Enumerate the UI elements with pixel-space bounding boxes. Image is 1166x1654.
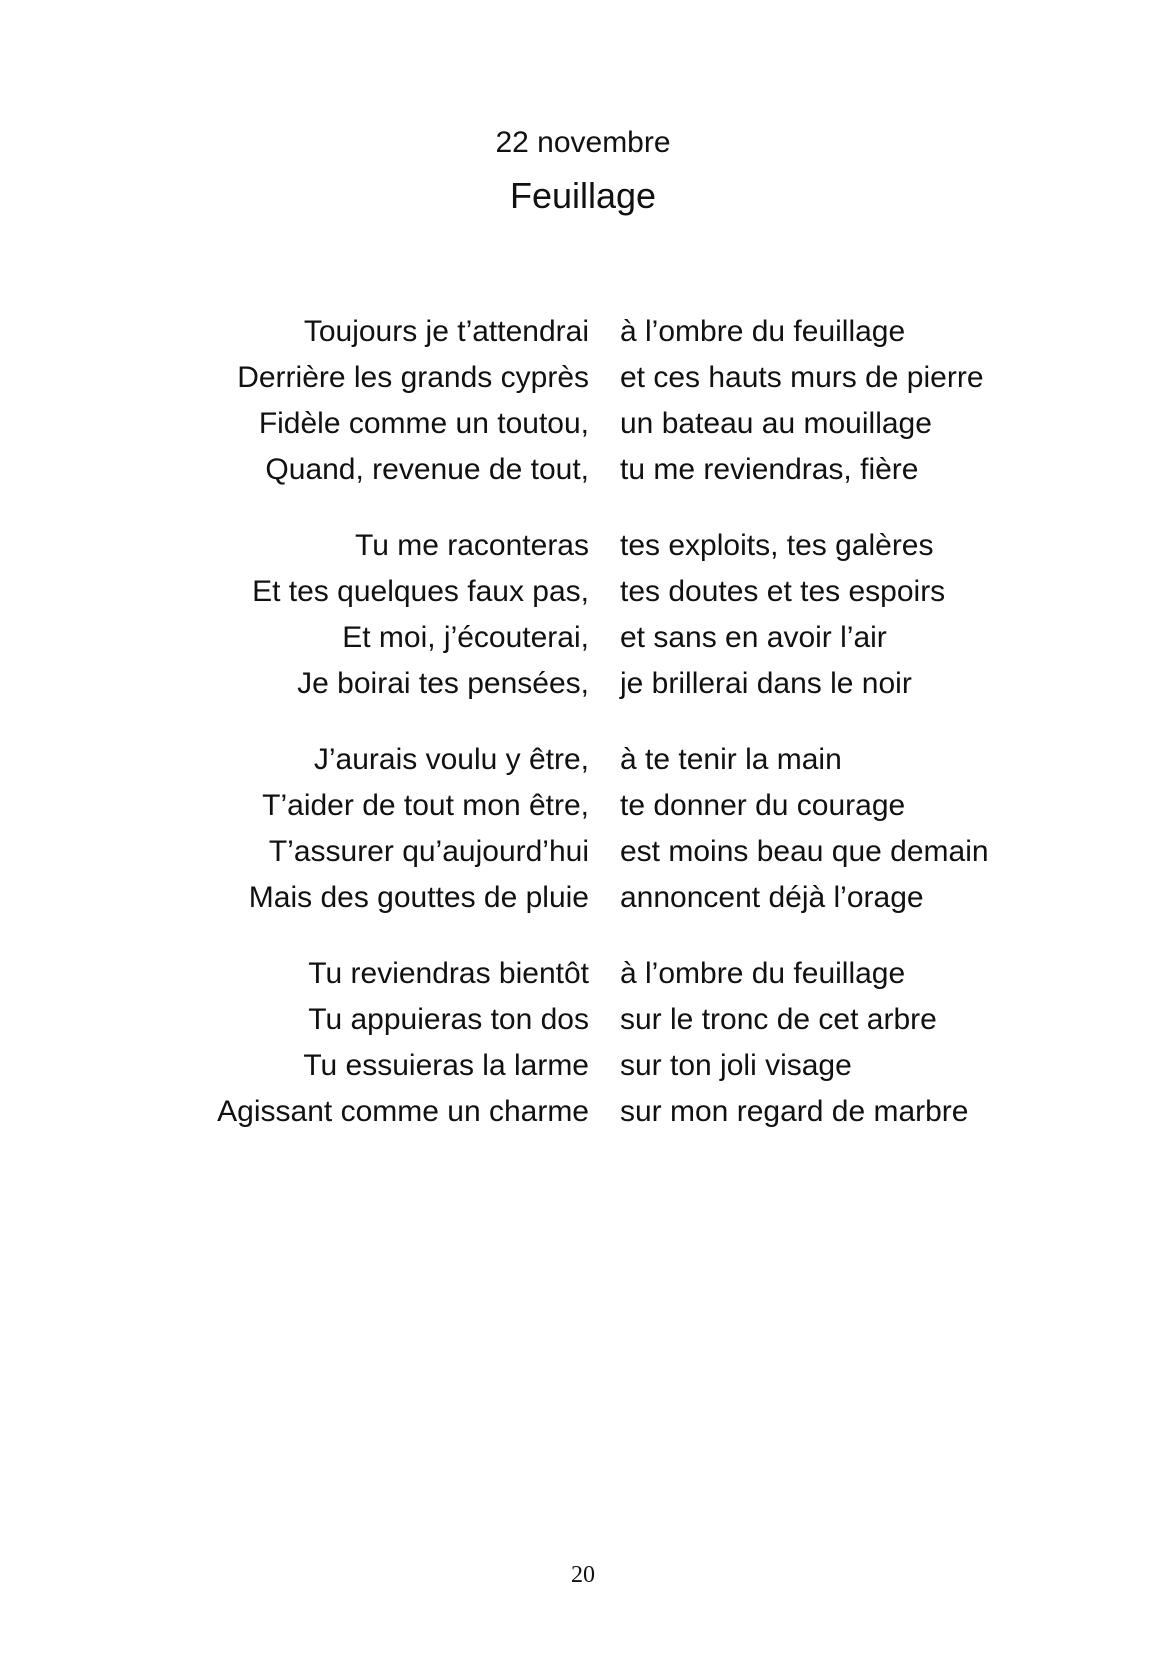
verse-left-half: Mais des gouttes de pluie — [248, 881, 589, 914]
verse-line — [0, 661, 1166, 707]
verse-right-half: sur ton joli visage — [620, 1049, 852, 1082]
verse-line — [0, 783, 1166, 829]
verse-right-half: un bateau au mouillage — [620, 407, 932, 440]
verse-left-half: Toujours je t’attendrai — [303, 315, 589, 348]
verse-line — [0, 875, 1166, 921]
verse-right-half: sur mon regard de marbre — [620, 1095, 969, 1128]
verse-left-half: Et tes quelques faux pas, — [252, 575, 589, 608]
verse-line — [0, 951, 1166, 997]
verse-right-half: à l’ombre du feuillage — [620, 957, 906, 990]
stanza-1 — [0, 309, 1166, 493]
verse-right-half: annoncent déjà l’orage — [620, 881, 924, 914]
verse-right-half: à l’ombre du feuillage — [620, 315, 906, 348]
verse-line — [0, 1043, 1166, 1089]
verse-left-half: Derrière les grands cyprès — [237, 361, 589, 394]
verse-left-half: Je boirai tes pensées, — [297, 667, 589, 700]
verse-right-half: et sans en avoir l’air — [620, 621, 887, 654]
verse-right-half: tu me reviendras, fière — [620, 453, 919, 486]
verse-right-half: sur le tronc de cet arbre — [620, 1003, 937, 1036]
poem-date: 22 novembre — [495, 126, 671, 159]
verse-left-half: J’aurais voulu y être, — [313, 743, 589, 776]
verse-left-half: Tu essuieras la larme — [303, 1049, 589, 1082]
verse-left-half: Fidèle comme un toutou, — [258, 407, 589, 440]
verse-right-half: te donner du courage — [620, 789, 906, 822]
verse-left-half: Quand, revenue de tout, — [265, 453, 589, 486]
verse-line — [0, 401, 1166, 447]
stanza-3 — [0, 737, 1166, 921]
verse-line — [0, 1089, 1166, 1135]
verse-left-half: Tu me raconteras — [355, 529, 589, 562]
verse-line — [0, 523, 1166, 569]
verse-left-half: Agissant comme un charme — [217, 1095, 589, 1128]
verse-left-half: T’assurer qu’aujourd’hui — [268, 835, 589, 868]
page-number: 20 — [571, 1562, 595, 1588]
verse-line — [0, 309, 1166, 355]
verse-line — [0, 737, 1166, 783]
verse-left-half: Tu appuieras ton dos — [308, 1003, 589, 1036]
verse-line — [0, 355, 1166, 401]
verse-left-half: T’aider de tout mon être, — [262, 789, 589, 822]
verse-right-half: je brillerai dans le noir — [620, 667, 912, 700]
poem-title: Feuillage — [509, 175, 657, 216]
verse-line — [0, 615, 1166, 661]
verse-right-half: tes doutes et tes espoirs — [620, 575, 946, 608]
verse-right-half: est moins beau que demain — [620, 835, 989, 868]
verse-right-half: et ces hauts murs de pierre — [620, 361, 984, 394]
verse-line — [0, 997, 1166, 1043]
verse-line — [0, 829, 1166, 875]
stanza-2 — [0, 523, 1166, 707]
verse-right-half: à te tenir la main — [620, 743, 842, 776]
verse-left-half: Et moi, j’écouterai, — [342, 621, 589, 654]
verse-line — [0, 447, 1166, 493]
verse-line — [0, 569, 1166, 615]
poem-body — [0, 309, 1166, 1165]
verse-left-half: Tu reviendras bientôt — [308, 957, 589, 990]
stanza-4 — [0, 951, 1166, 1135]
verse-right-half: tes exploits, tes galères — [620, 529, 934, 562]
